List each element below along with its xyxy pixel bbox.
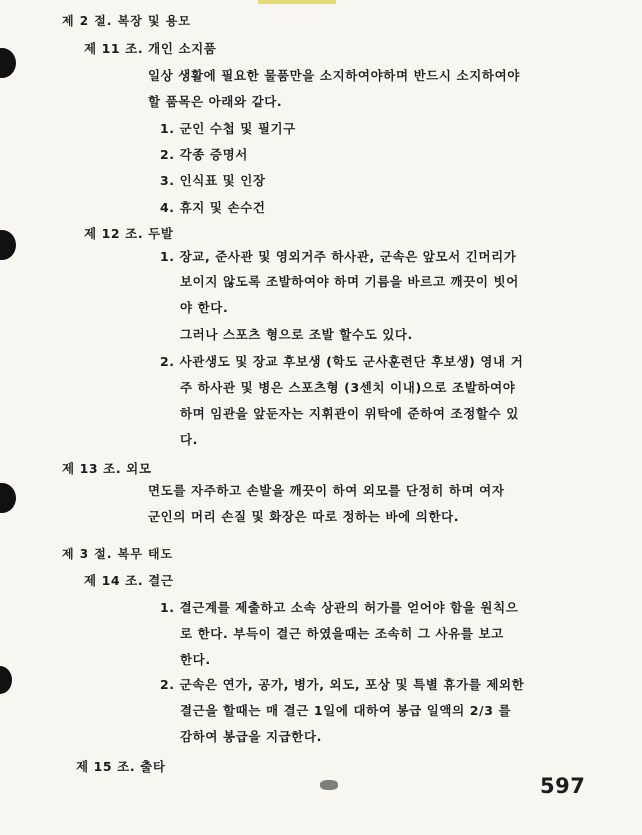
section-heading: 제 3 절. 복무 태도 bbox=[62, 547, 174, 561]
list-item: 2. 사관생도 및 장교 후보생 (학도 군사훈련단 후보생) 영내 거 bbox=[160, 354, 524, 369]
body-line: 야 한다. bbox=[180, 300, 229, 315]
article-title: 제 14 조. 결근 bbox=[84, 573, 174, 588]
list-item: 1. 장교, 준사관 및 영외거주 하사관, 군속은 앞모서 긴머리가 bbox=[160, 249, 517, 264]
article-title: 제 12 조. 두발 bbox=[84, 226, 174, 241]
body-line: 감하여 봉급을 지급한다. bbox=[180, 729, 323, 744]
list-item: 3. 인식표 및 인장 bbox=[160, 173, 266, 188]
body-line: 주 하사관 및 병은 스포츠형 (3센치 이내)으로 조발하여야 bbox=[180, 380, 516, 395]
binder-hole-1 bbox=[0, 48, 16, 78]
body-line: 군인의 머리 손질 및 화장은 따로 정하는 바에 의한다. bbox=[148, 509, 460, 524]
binder-hole-3 bbox=[0, 483, 16, 513]
section-heading: 제 2 절. 복장 및 용모 bbox=[62, 14, 191, 28]
list-item: 2. 각종 증명서 bbox=[160, 147, 248, 162]
article-title: 제 11 조. 개인 소지품 bbox=[84, 41, 217, 56]
list-item: 4. 휴지 및 손수건 bbox=[160, 200, 266, 215]
top-tab-mark bbox=[258, 0, 336, 4]
body-line: 로 한다. 부득이 결근 하였을때는 조속히 그 사유를 보고 bbox=[180, 626, 504, 641]
body-line: 한다. bbox=[180, 652, 211, 667]
body-line: 보이지 않도록 조발하여야 하며 기름을 바르고 깨끗이 빗어 bbox=[180, 274, 519, 289]
body-line: 하며 임관을 앞둔자는 지휘관이 위탁에 준하여 조정할수 있 bbox=[180, 406, 519, 421]
list-item: 2. 군속은 연가, 공가, 병가, 외도, 포상 및 특별 휴가를 제외한 bbox=[160, 677, 525, 692]
article-title: 제 13 조. 외모 bbox=[62, 461, 152, 476]
body-line: 결근을 할때는 매 결근 1일에 대하여 봉급 일액의 2/3 를 bbox=[180, 703, 512, 718]
body-line: 할 품목은 아래와 같다. bbox=[148, 94, 283, 109]
body-line: 일상 생활에 필요한 물품만을 소지하여야하며 반드시 소지하여야 bbox=[148, 68, 520, 83]
binder-hole-2 bbox=[0, 230, 16, 260]
binder-hole-4 bbox=[0, 666, 12, 694]
list-item: 1. 군인 수첩 및 필기구 bbox=[160, 121, 296, 136]
ink-smudge bbox=[320, 780, 338, 790]
article-title: 제 15 조. 출타 bbox=[76, 759, 166, 774]
body-line: 그러나 스포츠 형으로 조발 할수도 있다. bbox=[180, 327, 413, 342]
list-item: 1. 결근계를 제출하고 소속 상관의 허가를 얻어야 함을 원칙으 bbox=[160, 600, 519, 615]
body-line: 다. bbox=[180, 432, 199, 447]
page-number: 597 bbox=[540, 774, 586, 798]
body-line: 면도를 자주하고 손발을 깨끗이 하여 외모를 단정히 하며 여자 bbox=[148, 483, 505, 498]
